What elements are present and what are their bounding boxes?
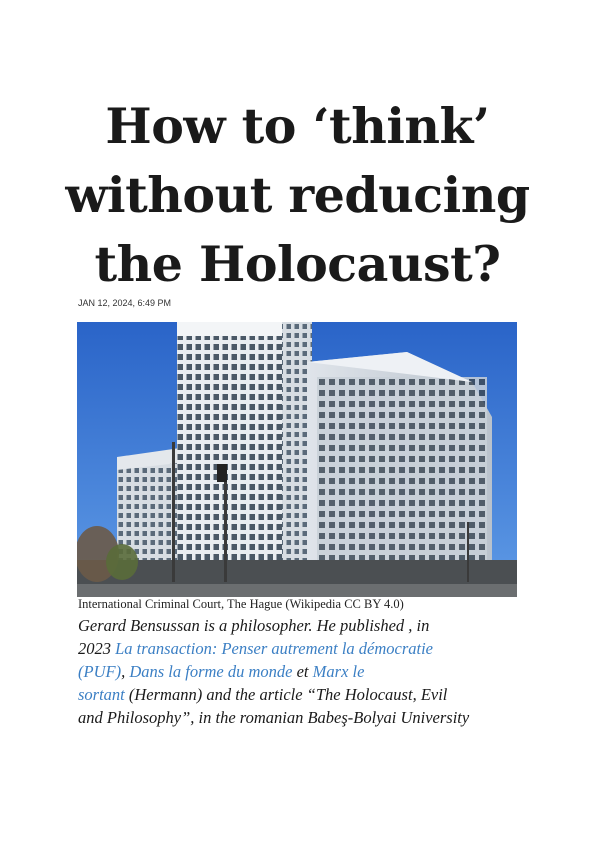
title-line-2: without reducing [65, 166, 530, 224]
article-intro [78, 614, 528, 729]
title-line-1: How to ‘think’ [105, 97, 490, 155]
intro-line-3 [78, 660, 528, 683]
intro-line-4 [78, 683, 528, 706]
intro-sep-1: , [121, 662, 130, 681]
link-la-transaction-puf[interactable]: (PUF) [78, 662, 122, 681]
intro-line-1: Gerard Bensussan is a philosopher. He published , in [78, 616, 430, 635]
court-building-photo [77, 322, 517, 597]
article-title [60, 92, 535, 299]
link-dans-la-forme-du-monde[interactable]: Dans la forme du monde [129, 662, 293, 681]
intro-sep-2: et [292, 662, 313, 681]
link-marx-le-sortant[interactable]: Marx le [312, 662, 365, 681]
link-la-transaction[interactable]: La transaction: Penser autrement la démocratie [115, 639, 434, 658]
intro-line-2 [78, 637, 528, 660]
title-line-3: the Holocaust? [94, 235, 501, 293]
publish-date: JAN 12, 2024, 6:49 PM [78, 298, 172, 308]
image-caption: International Criminal Court, The Hague (Wikipedia CC BY 4.0) [78, 597, 404, 611]
intro-line-5: and Philosophy”, in the romanian Babeş-Bolyai University [78, 708, 470, 727]
intro-line-4-rest: (Hermann) and the article “The Holocaust, Evil [124, 685, 448, 704]
link-marx-le-sortant-cont[interactable]: sortant [78, 685, 125, 704]
intro-year: 2023 [78, 639, 116, 658]
